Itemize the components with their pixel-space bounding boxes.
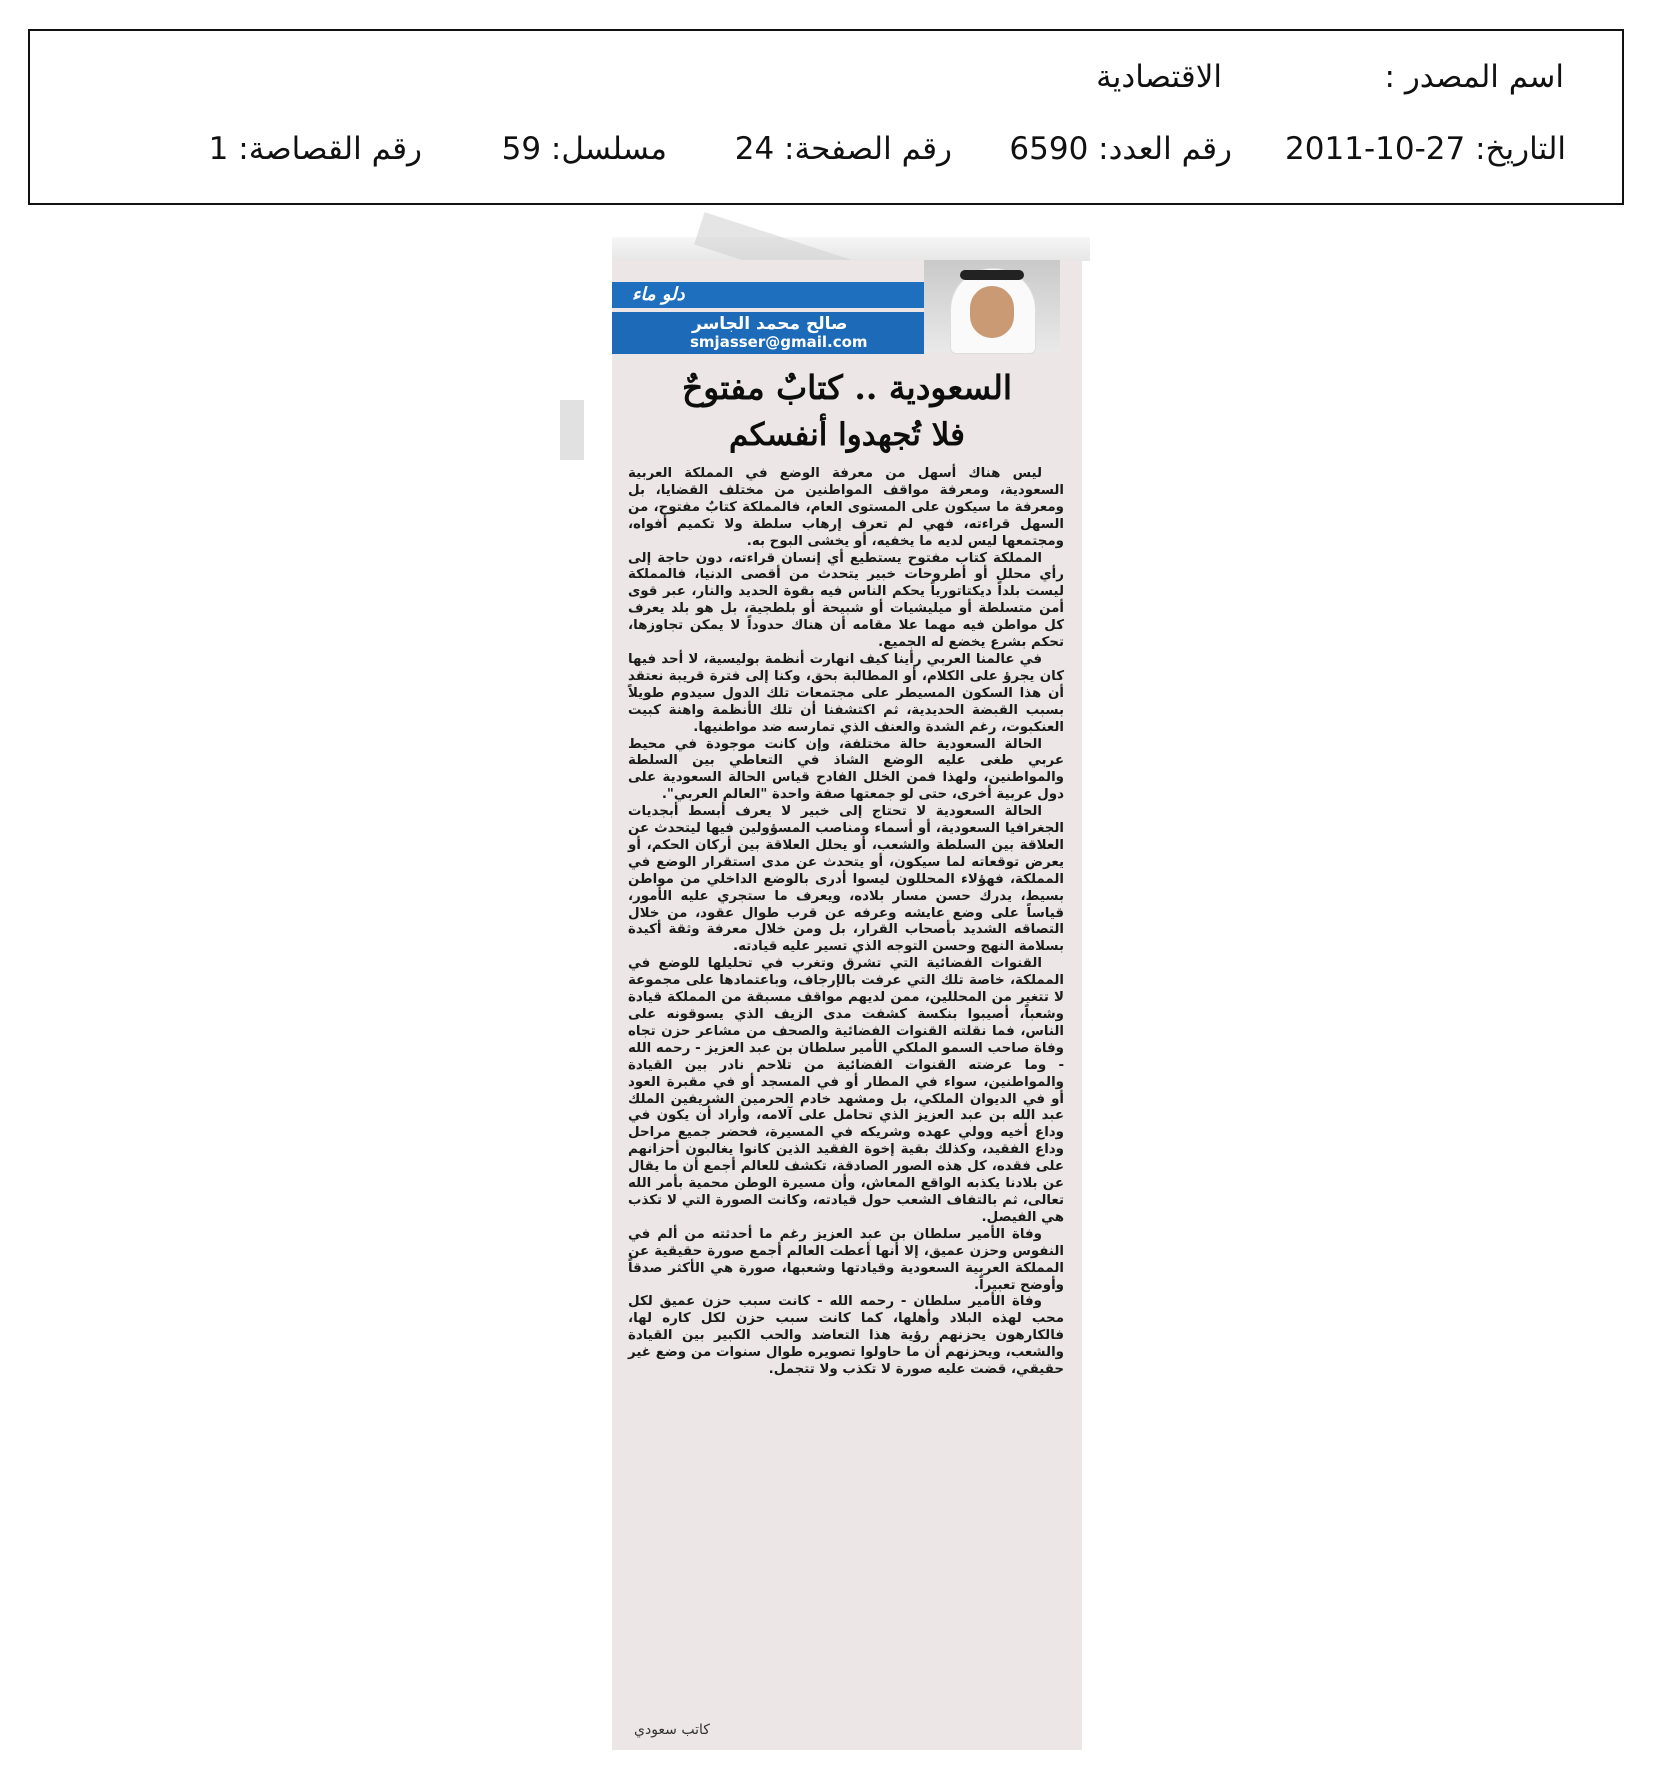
serial-field: مسلسل: 59: [501, 131, 667, 167]
article-paragraph: في عالمنا العربي رأينا كيف انهارت أنظمة بوليسية، لا أحد فيها كان يجرؤ على الكلام، أو المطالبة بحق، وكنا إلى فترة قريبة نعتقد أن هذا السكون المسيطر على مجتمعات تلك الدول سيدوم طويلاً بسبب القبضة الحديدية، ثم اكتشفنا أن تلك الأنظمة واهنة كبيت العنكبوت، رغم الشدة والعنف الذي تمارسه ضد مواطنيها.: [628, 651, 1064, 735]
author-photo-face: [970, 286, 1014, 338]
clipping-metadata-box: [28, 29, 1624, 205]
author-photo-agal: [960, 270, 1024, 280]
source-label: اسم المصدر :: [1384, 59, 1564, 95]
date-field: التاريخ: 27-10-2011: [1285, 131, 1566, 167]
author-name: صالح محمد الجاسر: [692, 314, 848, 334]
page-number-field: رقم الصفحة: 24: [734, 131, 952, 167]
issue-number-field: رقم العدد: 6590: [1009, 131, 1232, 167]
headline-line-2: فلا تُجهدوا أنفسكم: [728, 417, 965, 453]
article-paragraph: الحالة السعودية لا تحتاج إلى خبير لا يعرف أبسط أبجديات الجغرافيا السعودية، أو أسماء ومناصب المسؤولين فيها ليتحدث عن العلاقة بين السلطة والشعب، أو يحلل العلاقة بين أركان الحكم، أو يعرض توقعاته لما سيكون، أو يتحدث عن مدى استقرار الوضع في المملكة، فهؤلاء المحللون ليسوا أدرى بالوضع الداخلي من مواطن بسيط، يدرك حسن مسار بلاده، ويعرف ما ستجري عليه الأمور، قياساً على وضع عايشه وعرفه عن قرب طوال عقود، من خلال التصاقه الشديد بأصحاب القرار، بل ومن خلال معرفة وثقة أكيدة بسلامة النهج وحسن التوجه الذي تسير عليه قيادته.: [628, 804, 1064, 955]
headline-line-1: السعودية .. كتابٌ مفتوحٌ: [681, 368, 1013, 407]
source-value: الاقتصادية: [1096, 59, 1222, 95]
scan-top-edge: [612, 237, 1090, 261]
article-body: [628, 466, 1064, 1716]
article-paragraph: الحالة السعودية حالة مختلفة، وإن كانت موجودة في محيط عربي طغى عليه الوضع الشاذ في التعاطي بين السلطة والمواطنين، ولهذا فمن الخلل الفادح قياس الحالة السعودية على دول عربية أخرى، حتى لو جمعتها صفة واحدة "العالم العربي".: [628, 736, 1064, 803]
article-paragraph: المملكة كتاب مفتوح يستطيع أي إنسان قراءته، دون حاجة إلى رأي محلل أو أطروحات خبير يتحدث من أقصى الدنيا، فالمملكة ليست بلداً ديكتاتورياً يحكم الناس فيه بقوة الحديد والنار، عبر قوى أمن متسلطة أو ميليشيات أو شبيحة أو بلطجية، بل هو بلد يعرف كل مواطن فيه مهما علا مقامه أن هناك حدوداً لا يمكن تجاوزها، تحكم بشرع يخضع له الجميع.: [628, 550, 1064, 651]
article-paragraph: ليس هناك أسهل من معرفة الوضع في المملكة العربية السعودية، ومعرفة مواقف المواطنين من مختلف القضايا، بل ومعرفة ما سيكون على المستوى العام، فالمملكة كتابٌ مفتوح، من السهل قراءته، فهي لم تعرف إرهاب سلطة ولا تكميم أفواه، ومجتمعها ليس لديه ما يخفيه، أو يخشى البوح به.: [628, 466, 1064, 549]
author-band: [612, 312, 924, 354]
article-paragraph: وفاة الأمير سلطان - رحمه الله - كانت سبب حزن عميق لكل محب لهذه البلاد وأهلها، كما كانت سبب حزن لكل كاره لها، فالكارهون يحزنهم رؤية هذا التعاضد والحب الكبير بين القيادة والشعب، ويحزنهم أن ما حاولوا تصويره طوال سنوات من وضع غير حقيقي، قضت عليه صورة لا تكذب ولا تتجمل.: [628, 1294, 1064, 1378]
column-name-band: [612, 282, 924, 308]
article-paragraph: وفاة الأمير سلطان بن عبد العزيز رغم ما أحدثته من ألم في النفوس وحزن عميق، إلا أنها أعطت العالم أجمع صورة حقيقية عن المملكة العربية السعودية وقيادتها وشعبها، صورة هي الأكثر صدقاً وأوضح تعبيراً.: [628, 1226, 1064, 1293]
article-paragraph: القنوات الفضائية التي تشرق وتغرب في تحليلها للوضع في المملكة، خاصة تلك التي عرفت بالإرجاف، وباعتمادها على مجموعة لا تتغير من المحللين، ممن لديهم مواقف مسبقة من المملكة قيادة وشعباً، أصيبوا بنكسة كشفت مدى الزيف الذي يسوقونه على الناس، فما نقلته القنوات الفضائية والصحف من مشاعر حزن تجاه وفاة صاحب السمو الملكي الأمير سلطان بن عبد العزيز - رحمه الله - وما عرضته القنوات الفضائية من تلاحم نادر بين القيادة والمواطنين، سواء في المطار أو في المسجد أو في مقبرة العود أو في الديوان الملكي، بل ومشهد خادم الحرمين الشريفين الملك عبد الله بن عبد العزيز الذي تحامل على آلامه، وأراد أن يكون في وداع أخيه وولي عهده وشريكه في المسيرة، فحضر جميع مراحل وداع الفقيد، وكذلك بقية إخوة الفقيد الذين كانوا يغالبون أحزانهم على فقده، كل هذه الصور الصادقة، تكشف للعالم أجمع أن ما يقال عن بلادنا يكذبه الواقع المعاش، وأن مسيرة الوطن محمية بأمر الله تعالى، ثم بالتفاف الشعب حول قيادته، وكانت الصورة التي لا تكذب هي الفيصل.: [628, 956, 1064, 1225]
column-name: دلو ماء: [632, 284, 685, 305]
clip-number-field: رقم القصاصة: 1: [208, 131, 422, 167]
author-photo: [924, 260, 1060, 352]
author-signoff: كاتب سعودي: [634, 1722, 710, 1738]
newspaper-clipping: [612, 260, 1082, 1750]
scan-watermark-fragment: [560, 400, 584, 460]
author-email: smjasser@gmail.com: [690, 333, 868, 351]
